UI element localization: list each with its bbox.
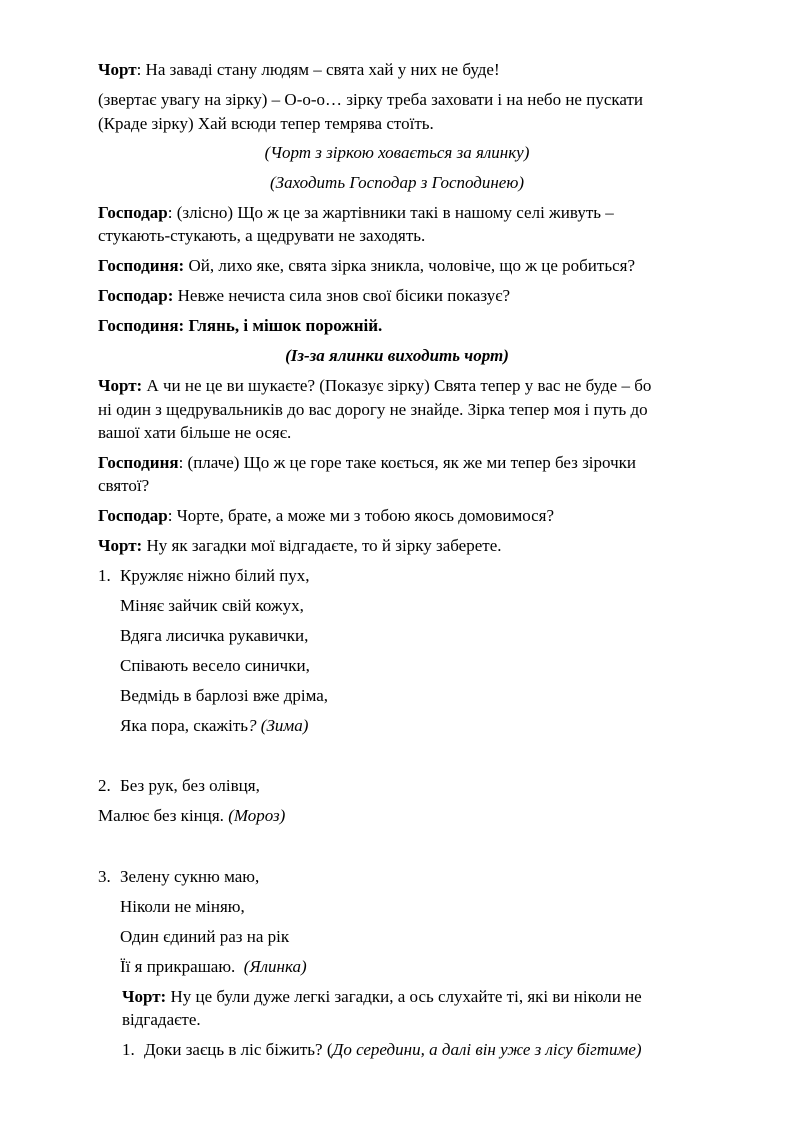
line: святої? (98, 476, 150, 495)
line (98, 453, 636, 473)
riddle-line: Ніколи не міняю, (120, 897, 245, 916)
line: ні один з щедрувальників до вас дорогу не знайде. Зірка тепер моя і путь до (98, 400, 648, 419)
speaker: Чорт (98, 60, 137, 79)
line (98, 203, 614, 223)
speaker: Чорт: (122, 987, 167, 1006)
question-line (144, 1040, 642, 1060)
stage-direction: (Із-за ялинки виходить чорт) (285, 346, 509, 365)
riddle-number: 1. (98, 566, 111, 585)
riddle-line: Вдяга лисичка рукавички, (120, 626, 309, 645)
riddle-line (98, 806, 285, 826)
riddle-answer: (Ялинка) (243, 957, 307, 976)
dialogue: Ну як загадки мої відгадаєте, то й зірку заберете. (142, 536, 502, 555)
line (98, 506, 554, 526)
line (98, 256, 635, 276)
riddle-text: Її я прикрашаю. (120, 957, 236, 976)
speaker: Господар (98, 506, 168, 525)
line: Господиня: Глянь, і мішок порожній. (98, 316, 383, 335)
riddle-line: Без рук, без олівця, (120, 776, 260, 795)
stage-direction: (Заходить Господар з Господинею) (269, 173, 525, 192)
speaker: Господиня: (98, 256, 185, 275)
line: вашої хати більше не осяє. (98, 423, 292, 442)
speaker: Господар: (98, 286, 174, 305)
dialogue: Ну це були дуже легкі загадки, а ось слухайте ті, які ви ніколи не (166, 987, 642, 1006)
riddle-line: Співають весело синички, (120, 656, 310, 675)
riddle-line: Один єдиний раз на рік (120, 927, 290, 946)
riddle-answer: (Мороз) (228, 806, 286, 825)
line (122, 987, 642, 1007)
speaker: Господар (98, 203, 168, 222)
speaker: Господиня (98, 453, 179, 472)
speaker: Чорт: (98, 376, 143, 395)
line: (Краде зірку) Хай всюди тепер темрява стоїть. (98, 114, 434, 133)
riddle-answer: ? (Зима) (248, 716, 309, 735)
dialogue: : (плаче) Що ж це горе таке коється, як же ми тепер без зірочки (178, 453, 637, 472)
stage-direction: (Чорт з зіркою ховається за ялинку) (264, 143, 530, 162)
riddle-line: Міняє зайчик свій кожух, (120, 596, 304, 615)
riddle-line: Зелену сукню маю, (120, 867, 260, 886)
dialogue: : (злісно) Що ж це за жартівники такі в нашому селі живуть – (167, 203, 614, 222)
question-number: 1. (122, 1040, 135, 1059)
dialogue: : Чорте, брате, а може ми з тобою якось домовимося? (167, 506, 555, 525)
line (98, 286, 510, 306)
question-text: Доки заєць в ліс біжить? ( (144, 1040, 333, 1059)
riddle-line: Кружляє ніжно білий пух, (120, 566, 310, 585)
dialogue: Невже нечиста сила знов свої бісики показує? (173, 286, 511, 305)
line (98, 376, 651, 396)
line: відгадаєте. (122, 1010, 201, 1029)
riddle-line (120, 957, 307, 977)
riddle-line: Ведмідь в барлозі вже дріма, (120, 686, 329, 705)
riddle-number: 3. (98, 867, 111, 886)
riddle-text: Малює без кінця. (98, 806, 224, 825)
line: (звертає увагу на зірку) – О-о-о… зірку треба заховати і на небо не пускати (98, 90, 643, 109)
riddle-line (120, 716, 308, 736)
dialogue: Ой, лихо яке, свята зірка зникла, чоловіче, що ж це робиться? (184, 256, 635, 275)
line (98, 536, 502, 556)
dialogue: А чи не це ви шукаєте? (Показує зірку) Свята тепер у вас не буде – бо (142, 376, 652, 395)
dialogue: : На заваді стану людям – свята хай у них не буде! (136, 60, 500, 79)
speaker: Чорт: (98, 536, 143, 555)
line: стукають-стукають, а щедрувати не заходять. (98, 226, 426, 245)
riddle-text: Яка пора, скажіть (120, 716, 249, 735)
question-answer: До середини, а далі він уже з лісу бігтиме) (332, 1040, 642, 1059)
riddle-number: 2. (98, 776, 111, 795)
line (98, 60, 500, 80)
